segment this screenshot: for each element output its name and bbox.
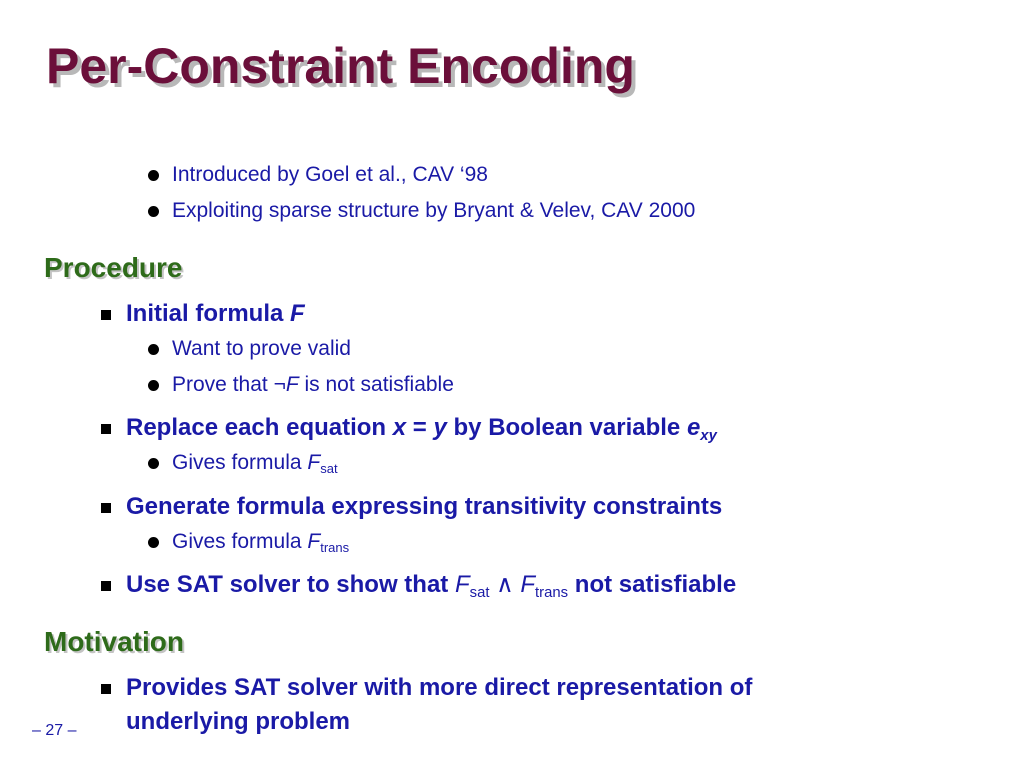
boolean-variable-label: by Boolean variable bbox=[446, 414, 687, 441]
gives-formula-label: Gives formula bbox=[172, 530, 308, 553]
step-2-text bbox=[126, 413, 717, 443]
var-x: x bbox=[392, 414, 407, 441]
not-satisfiable-label: not satisfiable bbox=[568, 571, 737, 598]
intro-text-1: Introduced by Goel et al., CAV ‘98 bbox=[172, 163, 488, 186]
formula-f: F bbox=[285, 373, 299, 396]
bullet-dot-icon bbox=[148, 170, 159, 181]
gives-formula-label: Gives formula bbox=[172, 451, 308, 474]
motivation-text-line-2: underlying problem bbox=[126, 708, 351, 735]
procedure-heading: Procedure bbox=[44, 252, 183, 283]
var-e-subscript: xy bbox=[700, 427, 717, 444]
intro-text-2: Exploiting sparse structure by Bryant & Velev, CAV 2000 bbox=[172, 199, 696, 222]
not-satisfiable-label: is not satisfiable bbox=[298, 373, 454, 396]
bullet-dot-icon bbox=[148, 206, 159, 217]
step-4-text bbox=[126, 570, 736, 600]
bullet-square-icon bbox=[101, 684, 111, 694]
slide-title: Per-Constraint Encoding bbox=[46, 38, 635, 94]
bullet-square-icon bbox=[101, 581, 111, 591]
bullet-dot-icon bbox=[148, 344, 159, 355]
step-1-label: Initial formula bbox=[126, 300, 291, 327]
step-3-text: Generate formula expressing transitivity constraints bbox=[126, 493, 723, 520]
formula-f-sat: F bbox=[307, 451, 321, 474]
use-sat-solver-label: Use SAT solver to show that bbox=[126, 571, 455, 598]
prove-that-label: Prove that bbox=[172, 373, 274, 396]
bullet-square-icon bbox=[101, 310, 111, 320]
conjunction-symbol: ∧ bbox=[489, 571, 521, 598]
page-number: – 27 – bbox=[32, 722, 77, 739]
bullet-dot-icon bbox=[148, 380, 159, 391]
step-2-sub-1-text bbox=[172, 450, 338, 476]
bullet-square-icon bbox=[101, 424, 111, 434]
formula-f-trans: F bbox=[307, 530, 321, 553]
replace-label: Replace each equation bbox=[126, 414, 393, 441]
negation-symbol: ¬ bbox=[273, 373, 286, 396]
sat-subscript: sat bbox=[469, 584, 490, 601]
bullet-dot-icon bbox=[148, 537, 159, 548]
trans-subscript: trans bbox=[320, 540, 350, 556]
motivation-heading: Motivation bbox=[44, 626, 184, 657]
var-y: y bbox=[433, 414, 447, 441]
step-1-text bbox=[126, 299, 305, 329]
bullet-square-icon bbox=[101, 503, 111, 513]
step-1-sub-1-text: Want to prove valid bbox=[172, 337, 351, 360]
formula-f: F bbox=[290, 300, 305, 327]
equals-sign: = bbox=[406, 414, 434, 441]
motivation-text-line-1: Provides SAT solver with more direct representation of bbox=[126, 674, 753, 701]
bullet-dot-icon bbox=[148, 458, 159, 469]
trans-subscript: trans bbox=[535, 584, 569, 601]
sat-subscript: sat bbox=[320, 461, 338, 477]
formula-f-sat: F bbox=[454, 571, 470, 598]
step-3-sub-1-text bbox=[172, 529, 349, 555]
step-1-sub-2-text bbox=[172, 372, 454, 398]
formula-f-trans: F bbox=[520, 571, 536, 598]
var-e: e bbox=[686, 414, 701, 441]
